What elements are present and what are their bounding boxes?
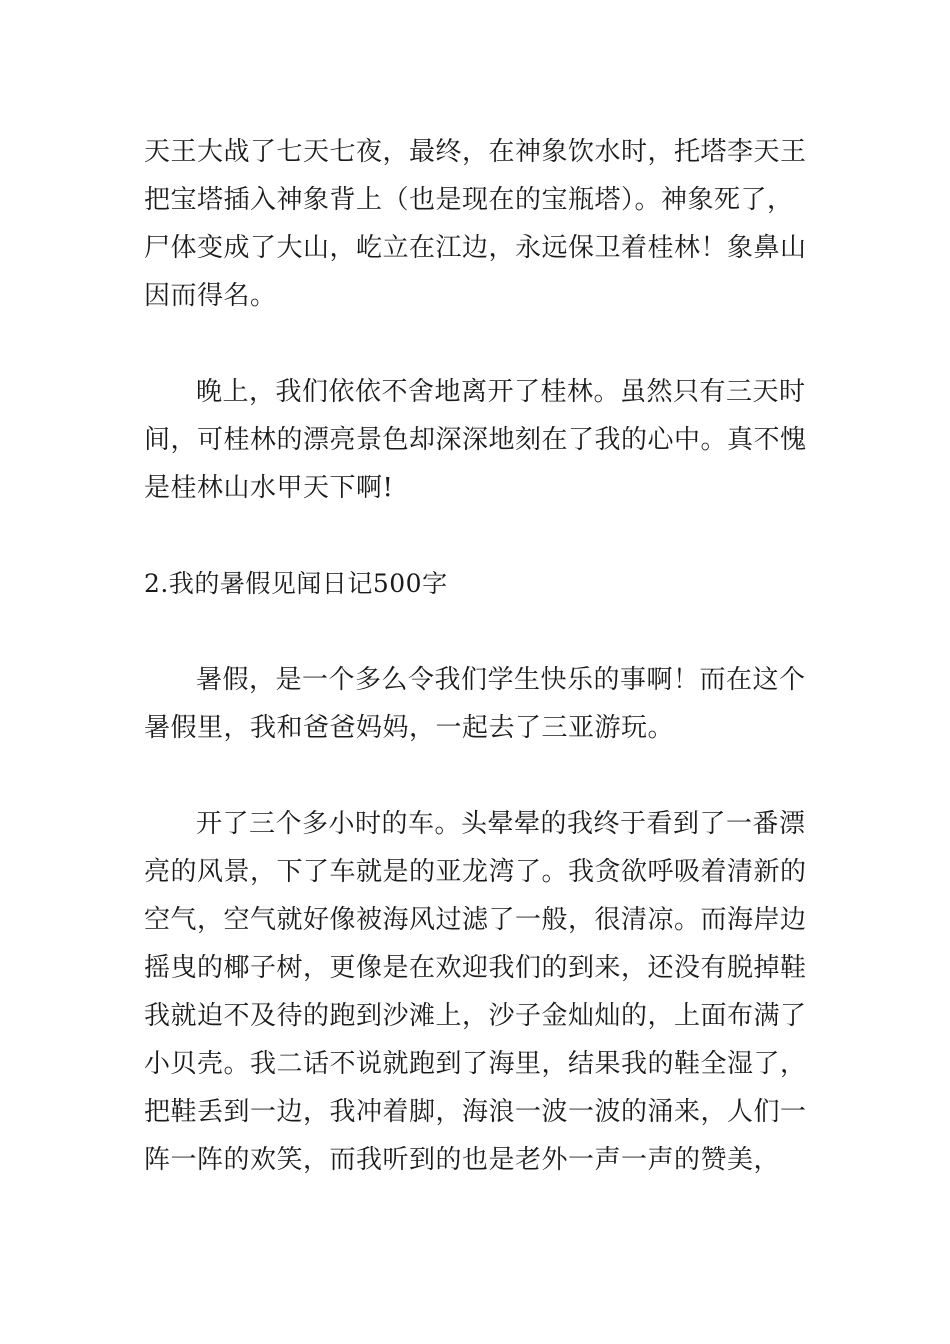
text-line: 亮的风景，下了车就是的亚龙湾了。我贪欲呼吸着清新的: [144, 857, 807, 887]
text-line: 开了三个多小时的车。头晕晕的我终于看到了一番漂: [196, 809, 806, 839]
text-line: 阵一阵的欢笑，而我听到的也是老外一声一声的赞美，: [144, 1145, 781, 1175]
text-line: 是桂林山水甲天下啊!: [144, 473, 394, 503]
paragraph-leaving-guilin: [144, 368, 808, 512]
paragraph-gap: [144, 608, 808, 656]
text-line: 暑假里，我和爸爸妈妈，一起去了三亚游玩。: [144, 713, 675, 743]
paragraph-gap: [144, 320, 808, 368]
text-line: 暑假，是一个多么令我们学生快乐的事啊！而在这个: [196, 665, 806, 695]
text-line: 因而得名。: [144, 281, 277, 311]
text-line: 摇曳的椰子树，更像是在欢迎我们的到来，还没有脱掉鞋: [144, 953, 807, 983]
text-line: 晚上，我们依依不舍地离开了桂林。虽然只有三天时: [196, 377, 806, 407]
paragraph-xiangbi-legend: [144, 128, 808, 320]
paragraph-yalong-bay: [144, 800, 808, 1184]
text-line: 空气，空气就好像被海风过滤了一般，很清凉。而海岸边: [144, 905, 807, 935]
text-line: 把宝塔插入神象背上（也是现在的宝瓶塔）。神象死了，: [144, 185, 794, 215]
paragraph-gap: [144, 512, 808, 560]
text-line: 小贝壳。我二话不说就跑到了海里，结果我的鞋全湿了，: [144, 1049, 807, 1079]
text-line: 把鞋丢到一边，我冲着脚，海浪一波一波的涌来，人们一: [144, 1097, 807, 1127]
text-line: 尸体变成了大山，屹立在江边，永远保卫着桂林！象鼻山: [144, 233, 807, 263]
paragraph-gap: [144, 752, 808, 800]
text-line: 天王大战了七天七夜，最终，在神象饮水时，托塔李天王: [144, 137, 807, 167]
document-page: [144, 128, 808, 1184]
text-line: 间，可桂林的漂亮景色却深深地刻在了我的心中。真不愧: [144, 425, 807, 455]
paragraph-summer-intro: [144, 656, 808, 752]
text-line: 我就迫不及待的跑到沙滩上，沙子金灿灿的，上面布满了: [144, 1001, 807, 1031]
section-heading: 2.我的暑假见闻日记500字: [144, 569, 448, 598]
